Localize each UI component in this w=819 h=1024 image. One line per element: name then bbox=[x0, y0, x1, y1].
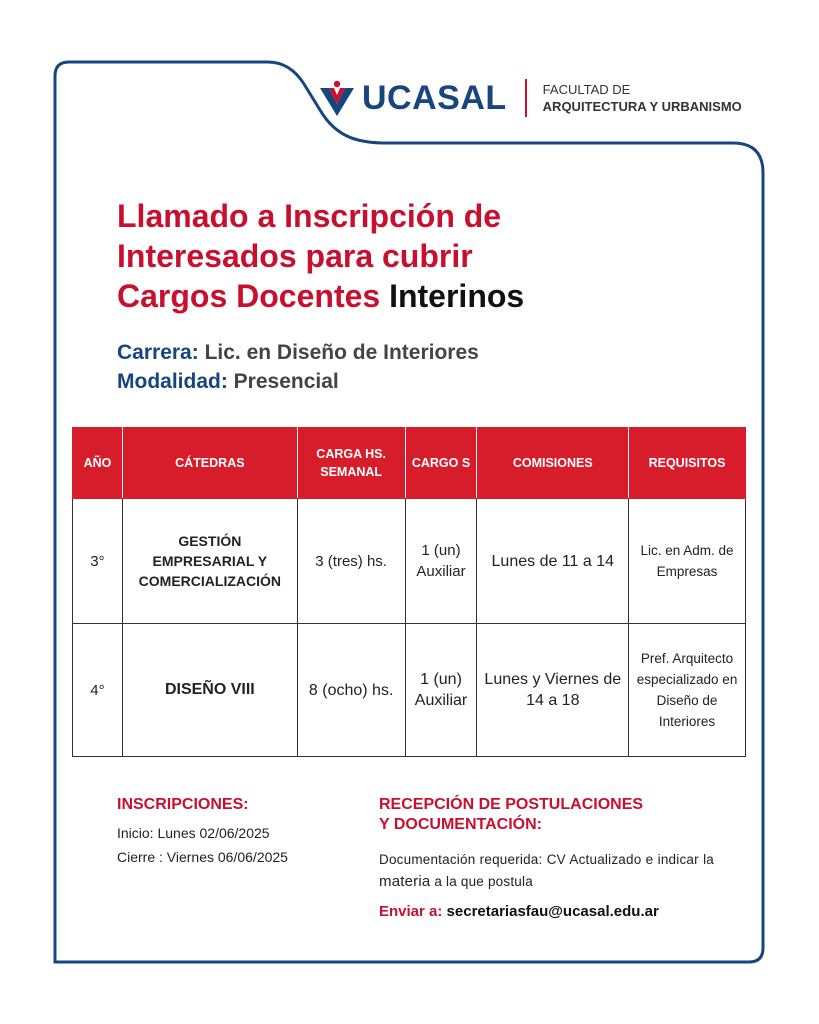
page-title bbox=[117, 196, 717, 316]
modalidad-row bbox=[117, 367, 479, 396]
inscripciones-inicio: Inicio: Lunes 02/06/2025 bbox=[117, 825, 270, 841]
cell-carga: 8 (ocho) hs. bbox=[297, 624, 405, 757]
cell-catedra: DISEÑO VIII bbox=[122, 624, 297, 757]
cell-requisitos: Pref. Arquitecto especializado en Diseño de Interiores bbox=[629, 624, 746, 757]
cell-comisiones: Lunes de 11 a 14 bbox=[477, 499, 629, 624]
table-row bbox=[73, 499, 746, 624]
inscripciones-heading: INSCRIPCIONES: bbox=[117, 796, 249, 813]
title-line-1: Llamado a Inscripción de bbox=[117, 198, 502, 234]
documentation-text-emphasis: materia bbox=[379, 873, 431, 890]
documentation-text-part-1: Documentación requerida: CV Actualizado e indicar la bbox=[379, 852, 714, 867]
cell-cargo: 1 (un) Auxiliar bbox=[405, 499, 477, 624]
inscripciones-cierre: Cierre : Viernes 06/06/2025 bbox=[117, 849, 288, 865]
table-row bbox=[73, 624, 746, 757]
cell-requisitos: Lic. en Adm. de Empresas bbox=[629, 499, 746, 624]
cell-carga: 3 (tres) hs. bbox=[297, 499, 405, 624]
faculty-name bbox=[543, 81, 742, 115]
cell-anio: 3° bbox=[73, 499, 123, 624]
program-info bbox=[117, 338, 479, 396]
recepcion-heading-line-1: RECEPCIÓN DE POSTULACIONES bbox=[379, 796, 644, 813]
send-to-row bbox=[379, 903, 714, 920]
ucasal-emblem-icon bbox=[320, 80, 354, 116]
inscripciones-section bbox=[117, 795, 288, 869]
cell-comisiones: Lunes y Viernes de 14 a 18 bbox=[477, 624, 629, 757]
carrera-label: Carrera: bbox=[117, 341, 199, 364]
header-cargos: CARGO S bbox=[405, 428, 477, 499]
cell-catedra: GESTIÓN EMPRESARIAL Y COMERCIALIZACIÓN bbox=[122, 499, 297, 624]
recepcion-heading-line-2: Y DOCUMENTACIÓN: bbox=[379, 816, 542, 833]
title-line-3-red: Cargos Docentes bbox=[117, 278, 381, 314]
ucasal-logo bbox=[320, 76, 742, 120]
carrera-row bbox=[117, 338, 479, 367]
email-link[interactable]: secretariasfau@ucasal.edu.ar bbox=[446, 903, 659, 920]
logo-divider bbox=[525, 79, 527, 117]
cell-cargo: 1 (un) Auxiliar bbox=[405, 624, 477, 757]
logo-wordmark: UCASAL bbox=[362, 78, 507, 117]
table-header-row bbox=[73, 428, 746, 499]
title-line-2: Interesados para cubrir bbox=[117, 238, 473, 274]
documentation-text bbox=[379, 849, 714, 893]
header-anio: AÑO bbox=[73, 428, 123, 499]
modalidad-label: Modalidad: bbox=[117, 370, 228, 393]
positions-table bbox=[72, 427, 746, 757]
carrera-value: Lic. en Diseño de Interiores bbox=[204, 341, 479, 364]
cell-anio: 4° bbox=[73, 624, 123, 757]
faculty-line-1: FACULTAD DE bbox=[542, 82, 631, 97]
title-line-3-black: Interinos bbox=[389, 278, 525, 314]
header-comisiones: COMISIONES bbox=[477, 428, 629, 499]
modalidad-value: Presencial bbox=[233, 370, 339, 393]
faculty-line-2: ARQUITECTURA Y URBANISMO bbox=[542, 99, 742, 114]
header-catedras: CÁTEDRAS bbox=[122, 428, 297, 499]
header-carga: CARGA HS. SEMANAL bbox=[297, 428, 405, 499]
recepcion-section bbox=[379, 795, 714, 920]
documentation-text-part-2: a la que postula bbox=[434, 874, 533, 889]
send-label: Enviar a: bbox=[379, 903, 443, 920]
header-requisitos: REQUISITOS bbox=[629, 428, 746, 499]
title-line-3 bbox=[117, 276, 717, 316]
